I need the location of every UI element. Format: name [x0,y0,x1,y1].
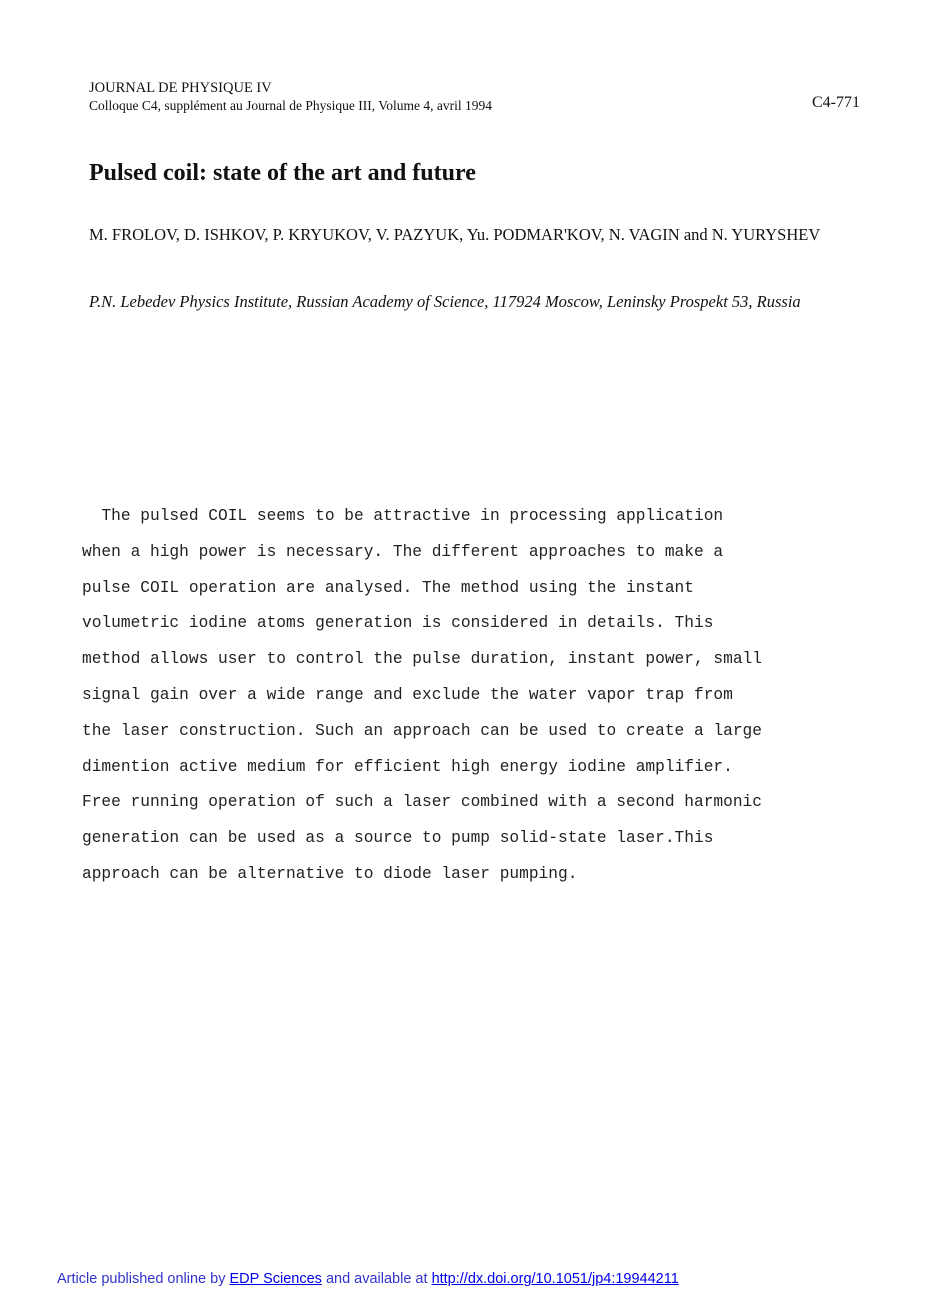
colloque-info: Colloque C4, supplément au Journal de Physique III, Volume 4, avril 1994 [89,98,492,113]
abstract-line: the laser construction. Such an approach can be used to create a large [82,721,762,740]
footer-notice [57,1271,679,1287]
abstract-line: pulse COIL operation are analysed. The method using the instant [82,578,694,597]
doi-link[interactable]: http://dx.doi.org/10.1051/jp4:19944211 [431,1271,679,1287]
footer-middle: and available at [321,1271,432,1287]
abstract-line: when a high power is necessary. The different approaches to make a [82,542,724,561]
abstract-line: Free running operation of such a laser combined with a second harmonic [82,793,762,812]
publisher-link[interactable]: EDP Sciences [229,1271,322,1287]
author-list: M. FROLOV, D. ISHKOV, P. KRYUKOV, V. PAZYUK, Yu. PODMAR'KOV, N. VAGIN and N. YURYSHEV [89,225,821,244]
abstract-line: volumetric iodine atoms generation is considered in details. This [82,614,714,633]
abstract-line: The pulsed COIL seems to be attractive in processing application [82,507,724,525]
paper-title: Pulsed coil: state of the art and future [89,160,476,186]
abstract-line: signal gain over a wide range and exclude the water vapor trap from [82,685,733,704]
affiliation: P.N. Lebedev Physics Institute, Russian Academy of Science, 117924 Moscow, Leninsky Prospekt 53, Russia [89,292,801,311]
abstract-line: approach can be alternative to diode laser pumping. [82,864,578,883]
footer-prefix: Article published online by [57,1271,230,1287]
page-number: C4-771 [812,94,860,111]
abstract-line: method allows user to control the pulse duration, instant power, small [82,650,762,669]
journal-name: JOURNAL DE PHYSIQUE IV [89,80,272,96]
abstract-line: dimention active medium for efficient high energy iodine amplifier. [82,757,733,776]
abstract [82,499,872,893]
abstract-line: generation can be used as a source to pump solid-state laser.This [82,829,714,848]
